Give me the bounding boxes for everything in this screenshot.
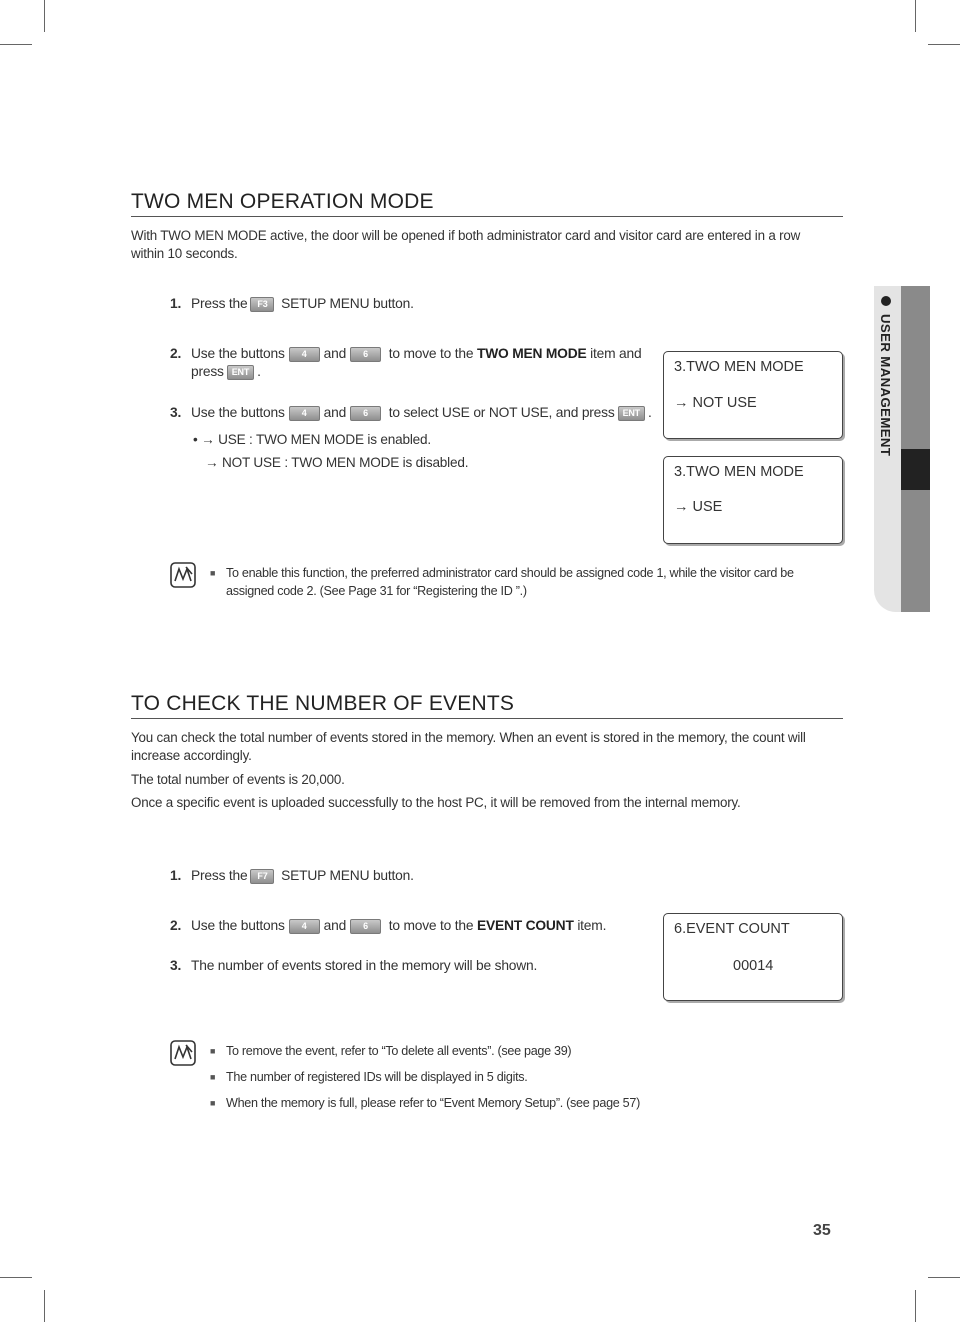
crop-mark [44,0,45,32]
crop-mark [44,1290,45,1322]
lcd-display-event-count: 6.EVENT COUNT 00014 [663,913,843,1001]
step-3: 3. The number of events stored in the memory will be shown. [170,958,538,973]
section-title: TWO MEN OPERATION MODE [131,189,843,217]
square-bullet-icon: ■ [210,1098,216,1108]
section-paragraph: You can check the total number of events stored in the memory. When an event is stored in the memory, the count will increase accordingly. [131,730,806,763]
note-text: ■ To enable this function, the preferred administrator card should be assigned code 1, while the visitor card be assigned code 2. (See Page 31 for “Registering the ID ”.) [210,566,794,598]
key-4-icon: 4 [289,347,320,362]
square-bullet-icon: ■ [210,568,216,578]
crop-mark [928,44,960,45]
ent-key-icon: ENT [227,365,254,380]
key-6-icon: 6 [350,406,381,421]
page-number: 35 [813,1222,831,1239]
note-item: ■ To remove the event, refer to “To delete all events”. (see page 39) [210,1044,572,1058]
crop-mark [915,0,916,32]
arrow-icon: → [674,499,689,515]
crop-mark [928,1277,960,1278]
bullet-icon: • [193,432,198,447]
crop-mark [0,44,32,45]
step-2: 2. Use the buttons 4 and 6 to move to the TWO MEN MODE item and [170,346,642,361]
step-2-cont: press ENT . [191,364,261,379]
note-icon [170,562,196,588]
step-2: 2. Use the buttons 4 and 6 to move to the EVENT COUNT item. [170,918,607,933]
not-use-option: → NOT USE : TWO MEN MODE is disabled. [205,455,469,470]
key-4-icon: 4 [289,919,320,934]
note-item: ■ When the memory is full, please refer to “Event Memory Setup”. (see page 57) [210,1096,640,1110]
key-4-icon: 4 [289,406,320,421]
f7-key-icon: F7 [250,869,274,884]
lcd-display-use: 3.TWO MEN MODE → USE [663,456,843,544]
note-icon [170,1040,196,1066]
step-3: 3. Use the buttons 4 and 6 to select USE or NOT USE, and press ENT . [170,405,652,420]
section-title: TO CHECK THE NUMBER OF EVENTS [131,691,843,719]
ent-key-icon: ENT [618,406,645,421]
section-paragraph: Once a specific event is uploaded successfully to the host PC, it will be removed from the internal memory. [131,795,741,810]
key-6-icon: 6 [350,347,381,362]
arrow-icon: → [201,432,215,447]
bullet-dot-icon [881,296,891,306]
f3-key-icon: F3 [250,297,274,312]
crop-mark [915,1290,916,1322]
square-bullet-icon: ■ [210,1046,216,1056]
section-paragraph: The total number of events is 20,000. [131,772,345,787]
section-intro: With TWO MEN MODE active, the door will be opened if both administrator card and visitor card are entered in a row within 10 seconds. [131,228,801,261]
chapter-tab [874,286,930,612]
lcd-display-not-use: 3.TWO MEN MODE → NOT USE [663,351,843,439]
arrow-icon: → [674,395,689,411]
step-1: 1. Press the F3 SETUP MENU button. [170,296,414,311]
chapter-label: USER MANAGEMENT [878,314,893,457]
arrow-icon: → [205,455,219,470]
step-1: 1. Press the F7 SETUP MENU button. [170,868,414,883]
key-6-icon: 6 [350,919,381,934]
square-bullet-icon: ■ [210,1072,216,1082]
note-item: ■ The number of registered IDs will be displayed in 5 digits. [210,1070,528,1084]
crop-mark [0,1277,32,1278]
use-option: • → USE : TWO MEN MODE is enabled. [193,432,431,447]
